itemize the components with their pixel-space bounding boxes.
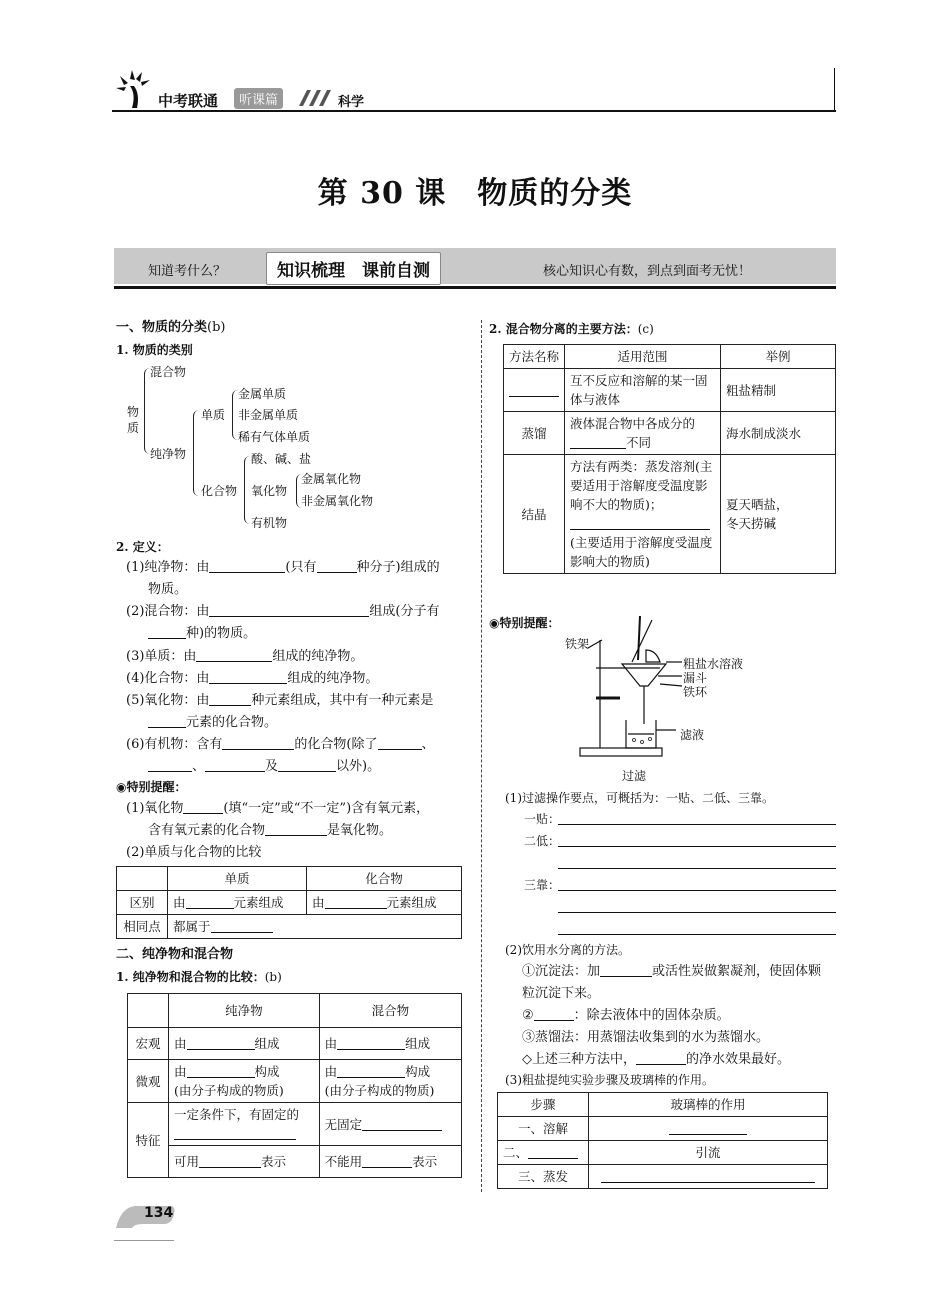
separation-methods-table: 方法名称 适用范围 举例 互不反应和溶解的某一固体与液体 粗盐精制 蒸馏 液体混合物中各成分的 不同 海水制成淡水 结晶 方法有两类：蒸发溶剂(主要适用于溶解度受温度影响不大的物质)； (主要适用于溶解度受温度影响大的物质) 夏天晒盐， 冬天捞碱 <box>503 344 836 574</box>
pure-mixture-table: 纯净物 混合物 宏观 由 组成 由 组成 微观 由 构成 (由分子构成的物质) 由 构成 (由分子构成的物质) 特征 一定条件下，有固定的 无固定 可用 表示 不能用 表示 <box>127 993 462 1178</box>
banner-left: 知道考什么？ <box>148 264 227 279</box>
brand-name: 中考联通 <box>158 92 219 110</box>
def-1: (1)纯净物：由 (只有 种分子)组成的 <box>126 560 440 575</box>
fig-label-funnel: 漏斗 <box>683 671 708 685</box>
section-2-heading: 二、纯净物和混合物 <box>116 947 234 962</box>
filt-b-label: 二低： <box>524 834 561 848</box>
tree-root: 物质 <box>127 405 140 435</box>
subsection-separation: 2. 混合物分离的主要方法：(c) <box>489 322 654 336</box>
filt-a-label: 一贴： <box>524 812 561 826</box>
tree-mix: 混合物 <box>150 365 187 379</box>
page-number: 134 <box>144 1205 174 1221</box>
tree-comp: 化合物 <box>201 484 238 498</box>
filt-b-line-2 <box>558 868 836 869</box>
def-1-cont: 物质。 <box>148 582 188 597</box>
filt-a-line <box>558 824 836 825</box>
tip-heading-left: ◉特别提醒： <box>116 780 187 794</box>
def-4: (4)化合物：由 组成的纯净物。 <box>126 671 379 686</box>
water-4: ◇上述三种方法中， 的净水效果最好。 <box>522 1052 791 1067</box>
filtration-diagram <box>560 610 760 770</box>
element-compound-table: 单质 化合物 区别 由 元素组成 由 元素组成 相同点 都属于 <box>116 866 462 939</box>
water-1-cont: 粒沉淀下来。 <box>522 986 601 1001</box>
salt-purification-table: 步骤 玻璃棒的作用 一、溶解 二、 引流 三、蒸发 <box>497 1092 828 1189</box>
tree-oxide-metal: 金属氧化物 <box>301 472 362 486</box>
filtration-intro: (1)过滤操作要点，可概括为：一贴、二低、三靠。 <box>505 791 774 805</box>
tree-comp-acid: 酸、碱、盐 <box>251 452 312 466</box>
footer-rule <box>114 1240 174 1241</box>
water-1: ①沉淀法：加 或活性炭做絮凝剂，使固体颗 <box>522 964 822 979</box>
logo-icon <box>112 66 158 110</box>
def-6: (6)有机物：含有 的化合物(除了 、 <box>126 737 435 752</box>
filt-b-line-1 <box>558 846 836 847</box>
banner-rule <box>114 286 836 289</box>
tree-brace-pure <box>193 410 200 496</box>
subsection-1-2: 2. 定义： <box>116 540 169 554</box>
slash-decoration <box>297 90 331 106</box>
filt-c-line-3 <box>558 934 836 935</box>
section-1-heading: 一、物质的分类(b) <box>116 320 226 335</box>
water-3: ③蒸馏法：用蒸馏法收集到的水为蒸馏水。 <box>522 1030 770 1045</box>
tree-elem-metal: 金属单质 <box>238 387 287 401</box>
fig-label-filtrate: 滤液 <box>680 728 705 742</box>
salt-intro: (3)粗盐提纯实验步骤及玻璃棒的作用。 <box>505 1073 714 1087</box>
banner-right: 核心知识心有数，到点到面考无忧！ <box>543 264 752 279</box>
tree-brace-comp <box>244 456 250 524</box>
tree-oxide: 氧化物 <box>251 484 288 498</box>
filt-c-line-2 <box>558 912 836 913</box>
tip-heading-right: ◉特别提醒： <box>489 616 560 630</box>
tip-1: (1)氧化物 (填“一定”或“不一定”)含有氧元素， <box>126 801 430 816</box>
tree-elem: 单质 <box>201 408 226 422</box>
column-divider <box>481 320 482 1192</box>
tip-2: (2)单质与化合物的比较 <box>126 845 262 860</box>
water-2: ② ：除去液体中的固体杂质。 <box>522 1008 730 1023</box>
tree-oxide-nonmetal: 非金属氧化物 <box>301 494 374 508</box>
def-5: (5)氧化物：由 种元素组成，其中有一种元素是 <box>126 693 434 708</box>
subsection-2-1: 1. 纯净物和混合物的比较：(b) <box>116 970 282 984</box>
def-2: (2)混合物：由 组成(分子有 <box>126 604 440 619</box>
tree-pure: 纯净物 <box>150 447 187 461</box>
water-intro: (2)饮用水分离的方法。 <box>505 943 630 957</box>
def-6-cont: 、 及 以外)。 <box>148 757 380 777</box>
def-3: (3)单质：由 组成的纯净物。 <box>126 649 364 664</box>
subsection-1-1: 1. 物质的类别 <box>116 343 193 357</box>
tip-1-cont: 含有氧元素的化合物 是氧化物。 <box>148 823 393 838</box>
def-5-cont: 元素的化合物。 <box>148 713 277 733</box>
filt-c-label: 三靠： <box>524 878 561 892</box>
fig-label-stand: 铁架 <box>565 637 590 651</box>
fig-label-solution: 粗盐水溶液 <box>683 657 744 671</box>
tree-organic: 有机物 <box>251 516 288 530</box>
header-rule <box>112 110 836 112</box>
section-tab: 听课篇 <box>234 88 283 109</box>
tree-elem-nonmetal: 非金属单质 <box>238 408 299 422</box>
def-2-cont: 种)的物质。 <box>148 624 256 644</box>
banner-center: 知识梳理 课前自测 <box>266 252 441 285</box>
filt-c-line-1 <box>558 890 836 891</box>
subject-label: 科学 <box>338 95 365 110</box>
tree-elem-noble: 稀有气体单质 <box>238 430 311 444</box>
header-rule-vertical <box>834 68 835 111</box>
fig-label-ring: 铁环 <box>683 685 708 699</box>
fig-caption: 过滤 <box>622 769 647 783</box>
page-title: 第 30 课 物质的分类 <box>317 176 633 211</box>
